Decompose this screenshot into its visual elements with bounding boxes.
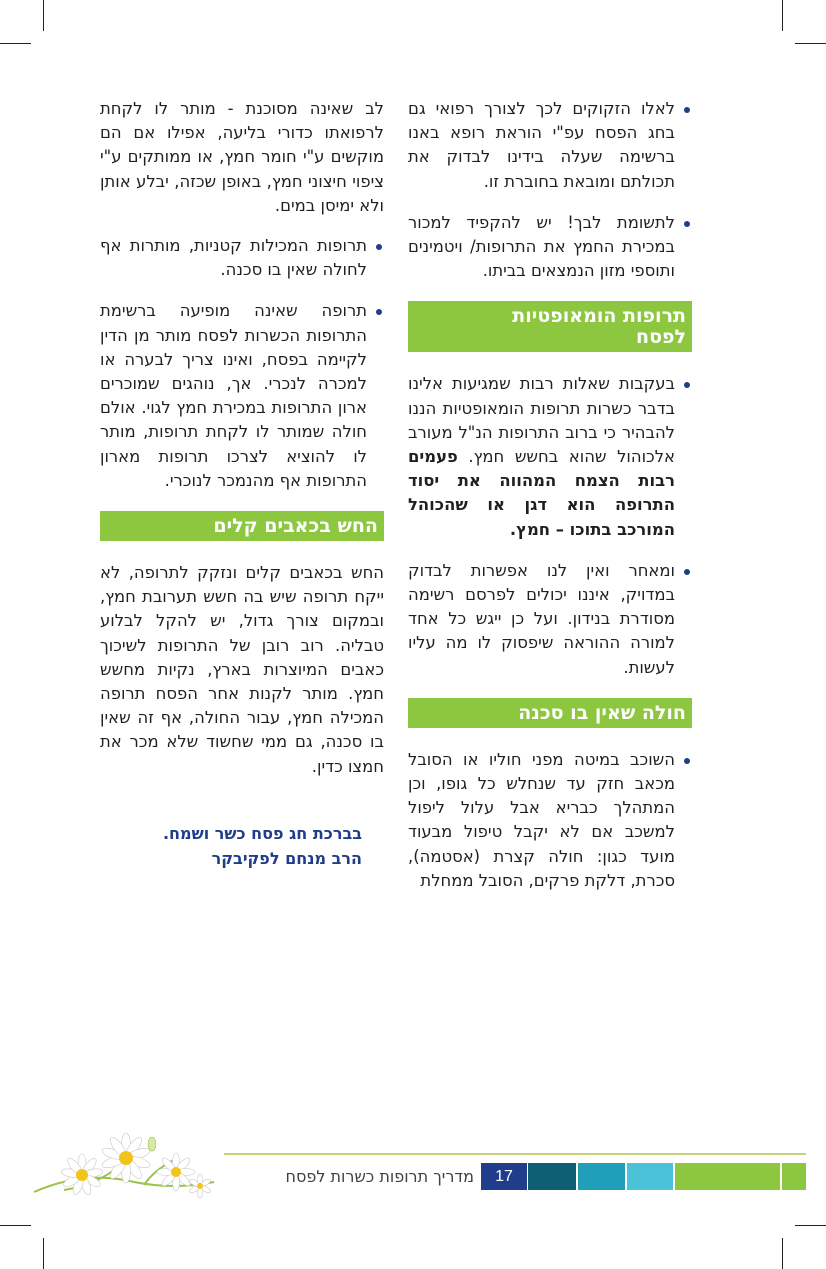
list-item xyxy=(408,372,692,541)
footer-color-strip xyxy=(528,1163,576,1190)
footer-color-strip xyxy=(627,1163,673,1190)
bullet-bold-text: פעמים רבות הצמח המהווה את יסוד התרופה הוא דגן או שהכוהל המורכב בתוכו – חמץ. xyxy=(408,447,675,539)
footer-color-strip xyxy=(675,1163,780,1190)
footer-color-strip xyxy=(578,1163,625,1190)
left-column xyxy=(100,97,384,871)
crop-mark xyxy=(0,1225,31,1226)
crop-mark xyxy=(782,0,783,31)
crop-mark xyxy=(43,0,44,31)
section-heading-non-dangerous-patient: חולה שאין בו סכנה xyxy=(408,698,692,728)
list-item: תרופות המכילות קטניות, מותרות אף לחולה שאין בו סכנה. xyxy=(100,234,384,282)
crop-mark xyxy=(0,43,31,44)
crop-mark xyxy=(795,1225,826,1226)
crop-mark xyxy=(782,1238,783,1269)
bullet-text: בעקבות שאלות רבות שמגיעות אלינו בדבר כשרות תרופות הומאופטיות הננו להבהיר כי ברוב התרופות הנ"ל מעורב אלכוהול שהוא בחשש חמץ. xyxy=(408,374,675,467)
list-item: השוכב במיטה מפני חוליו או הסובל מכאב חזק עד שנחלש כל גופו, וכן המתהלך כבריא אבל עלול ליפול למשכב אם לא יקבל טיפול מבעוד מועד כגון: חולה קצרת (אסטמה), סכרת, דלקת פרקים, הסובל ממחלת xyxy=(408,748,692,893)
footer-color-strip xyxy=(782,1163,806,1190)
page-number: 17 xyxy=(481,1163,527,1190)
list-item: ומאחר ואין לנו אפשרות לבדוק במדויק, איננו יכולים לפרסם רשימה מסודרת בנידון. ועל כן ייגש כל אחד למורה ההוראה שיפסוק לו מה עליו לעשות. xyxy=(408,559,692,680)
list-item: לתשומת לבך! יש להקפיד למכור במכירת החמץ את התרופות/ ויטמינים ותוספי מזון הנמצאים בביתו. xyxy=(408,211,692,284)
blessing-line: בברכת חג פסח כשר ושמח. xyxy=(162,823,362,843)
right-column xyxy=(408,97,692,893)
signature-line: הרב מנחם לפקיבקר xyxy=(211,848,362,868)
list-item: לאלו הזקוקים לכך לצורך רפואי גם בחג הפסח עפ"י הוראת רופא באנו ברשימה שעלה בידינו לבדוק את תכולתם ומובאת בחוברת זו. xyxy=(408,97,692,194)
list-item: תרופה שאינה מופיעה ברשימת התרופות הכשרות לפסח מותר מן הדין לקיימה בפסח, ואינו צריך לבערה או למכרה לנכרי. אך, נוהגים שמוכרים ארון התרופות במכירת חמץ לגוי. אולם חולה שמותר לו לקחת תרופות, מותר לו להוציא לצרכו תרופות מארון התרופות אף מהנמכר לנוכרי. xyxy=(100,299,384,493)
footer-divider xyxy=(224,1153,806,1155)
section-heading-homeopathic: תרופות הומאופטיות לפסח xyxy=(408,301,692,352)
paragraph: לב שאינה מסוכנת - מותר לו לקחת לרפואתו כדורי בליעה, אפילו אם הם מוקשים ע"י חומר חמץ, או ממותקים ע"י ציפוי חיצוני חמץ, באופן שכזה, יבלע אותן ולא ימיסן במים. xyxy=(100,99,384,215)
section-heading-mild-pain: החש בכאבים קלים xyxy=(100,511,384,541)
daisy-flowers-icon xyxy=(24,1130,224,1205)
footer-title: מדריך תרופות כשרות לפסח xyxy=(285,1167,474,1186)
crop-mark xyxy=(43,1238,44,1269)
crop-mark xyxy=(795,43,826,44)
blessing xyxy=(100,821,362,871)
paragraph: החש בכאבים קלים ונזקק לתרופה, לא ייקח תרופה שיש בה חשש תערובת חמץ, ובמקום צורך גדול, יש להקל לבלוע טבליה. רוב רובן של התרופות לשיכוך כאבים המיוצרות בארץ, נקיות מחשש חמץ. מותר לקנות אחר הפסח תרופה המכילה חמץ, עבור החולה, אף זה שאין בו סכנה, גם ממי שחשוד שלא מכר את חמצו כדין. xyxy=(100,563,384,776)
